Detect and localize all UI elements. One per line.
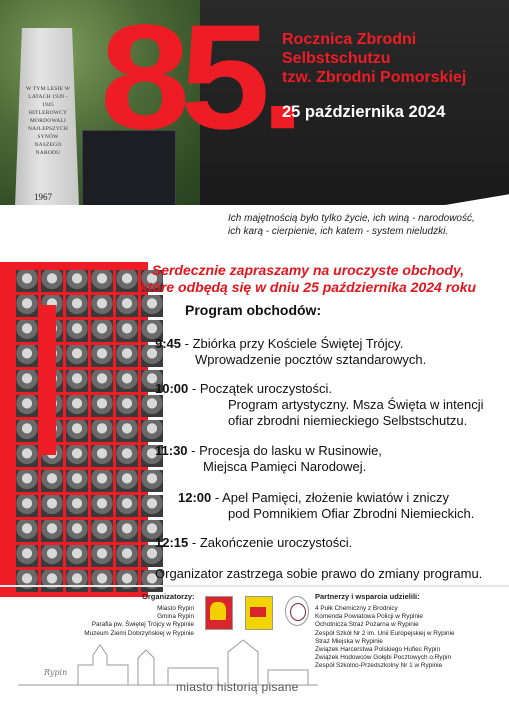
- portrait: [91, 470, 113, 492]
- program-item: [155, 443, 382, 475]
- change-disclaimer: Organizator zastrzega sobie prawo do zmiany programu.: [155, 566, 483, 581]
- monument-inscription: W TYM LESIE W LATACH 1939 - 1945 HITLEROWCY MORDOWALI NAJLEPSZYCH SYNÓW NASZEGO NARODU: [25, 86, 70, 156]
- program-time: 11:30: [155, 443, 188, 458]
- portrait: [116, 345, 138, 367]
- program-time: 10:00: [155, 381, 189, 396]
- rypin-coat-of-arms-icon: [205, 596, 233, 630]
- event-date: 25 października 2024: [282, 103, 446, 121]
- organizer-item: Gmina Rypin: [157, 613, 194, 621]
- partner-item: Straż Miejska w Rypinie: [315, 637, 383, 645]
- portrait: [116, 520, 138, 542]
- portrait: [91, 520, 113, 542]
- footer-divider: [0, 585, 509, 587]
- portrait: [116, 395, 138, 417]
- portrait: [16, 420, 38, 442]
- title-line-1: Rocznica Zbrodni: [282, 31, 417, 48]
- portrait: [66, 395, 88, 417]
- portrait: [41, 470, 63, 492]
- portrait: [41, 545, 63, 567]
- portrait: [66, 520, 88, 542]
- portrait: [66, 270, 88, 292]
- portrait: [116, 445, 138, 467]
- quote-line-2: ich karą - cierpienie, ich katem - system nieludzki.: [228, 226, 449, 237]
- portrait: [116, 320, 138, 342]
- portrait: [116, 370, 138, 392]
- portrait: [66, 495, 88, 517]
- portrait: [16, 320, 38, 342]
- portrait: [91, 420, 113, 442]
- portrait: [16, 295, 38, 317]
- portrait: [16, 370, 38, 392]
- monument-year: 1967: [34, 192, 52, 202]
- portrait: [66, 445, 88, 467]
- portrait: [66, 345, 88, 367]
- title-line-2: Selbstschutzu: [282, 50, 391, 67]
- program-title: Program obchodów:: [185, 302, 322, 318]
- portrait: [116, 295, 138, 317]
- portrait: [66, 470, 88, 492]
- portrait: [91, 295, 113, 317]
- program-item: [155, 535, 352, 551]
- portrait: [141, 295, 163, 317]
- portrait: [66, 320, 88, 342]
- portrait: [16, 445, 38, 467]
- partner-item: Komenda Powiatowa Policji w Rypinie: [315, 613, 423, 621]
- portrait: [66, 420, 88, 442]
- program-text: - Początek uroczystości.: [191, 381, 333, 396]
- gmina-coat-of-arms-icon: [245, 596, 273, 630]
- portrait: [66, 295, 88, 317]
- museum-emblem-icon: [285, 596, 309, 626]
- portrait: [16, 270, 38, 292]
- portrait: [116, 570, 138, 592]
- portrait: [16, 520, 38, 542]
- portrait: [41, 495, 63, 517]
- portrait: [16, 345, 38, 367]
- portrait: [66, 545, 88, 567]
- program-text: Miejsca Pamięci Narodowej.: [203, 459, 367, 474]
- portrait: [16, 495, 38, 517]
- organizers-heading: Organizatorzy:: [142, 592, 195, 601]
- portrait: [141, 495, 163, 517]
- program-item: [178, 490, 474, 522]
- partner-item: Ochotnicza Straż Pożarna w Rypinie: [315, 621, 419, 629]
- city-tagline: miasto historią pisane: [176, 680, 299, 694]
- portrait: [66, 370, 88, 392]
- portrait: [91, 270, 113, 292]
- portrait: [16, 570, 38, 592]
- program-item: [155, 336, 426, 368]
- portrait: [16, 545, 38, 567]
- partner-item: Zespół Szkół Nr 2 im. Unii Europejskiej w Rypinie: [315, 629, 455, 637]
- portrait: [41, 570, 63, 592]
- portrait: [41, 270, 63, 292]
- portrait: [116, 495, 138, 517]
- program-text: ofiar zbrodni niemieckiego Selbstschutzu.: [228, 413, 468, 428]
- invitation-text: [118, 262, 498, 296]
- partner-item: Zespół Szkolno-Przedszkolny Nr 1 w Rypinie: [315, 662, 443, 670]
- program-text: pod Pomnikiem Ofiar Zbrodni Niemieckich.: [228, 506, 475, 521]
- portrait: [91, 320, 113, 342]
- portrait: [91, 570, 113, 592]
- header-banner: [0, 0, 509, 205]
- partner-item: Związek Harcerstwa Polskiego Hufiec Rypin: [315, 646, 441, 654]
- portrait: [116, 545, 138, 567]
- program-text: - Zakończenie uroczystości.: [191, 535, 353, 550]
- cross-symbol: [38, 305, 56, 455]
- organizer-item: Muzeum Ziemi Dobrzyńskiej w Rypinie: [84, 629, 194, 637]
- portrait: [16, 395, 38, 417]
- program-text: - Procesja do lasku w Rusinowie,: [191, 443, 382, 458]
- partners-heading: Partnerzy i wsparcia udzielili:: [315, 592, 420, 601]
- portrait: [91, 345, 113, 367]
- program-text: - Zbiórka przy Kościele Świętej Trójcy.: [184, 336, 404, 351]
- partner-item: 4 Pułk Chemiczny z Brodnicy: [315, 605, 398, 612]
- portrait: [16, 470, 38, 492]
- title-line-3: tzw. Zbrodni Pomorskiej: [282, 69, 467, 86]
- program-text: Program artystyczny. Msza Święta w intencji: [228, 397, 484, 412]
- portrait: [91, 395, 113, 417]
- partners-list: [315, 605, 505, 671]
- program-time: 12:15: [155, 535, 189, 550]
- program-time: 9:45: [155, 336, 182, 351]
- portrait: [116, 470, 138, 492]
- memorial-quote: [228, 212, 504, 238]
- portrait: [91, 545, 113, 567]
- rypin-script-logo: Rypin: [44, 668, 68, 677]
- portrait: [91, 370, 113, 392]
- event-title: [282, 30, 507, 87]
- portrait: [66, 570, 88, 592]
- organizer-item: Miasto Rypin: [157, 605, 194, 612]
- portrait: [91, 495, 113, 517]
- program-item: [155, 381, 484, 429]
- program-time: 12:00: [178, 490, 212, 505]
- portrait: [91, 445, 113, 467]
- portrait: [41, 520, 63, 542]
- quote-line-1: Ich majętnością było tylko życie, ich winą - narodowość,: [228, 213, 475, 224]
- partner-item: Związek Hodowców Gołębi Pocztowych o.Rypin: [315, 654, 452, 662]
- program-text: - Apel Pamięci, złożenie kwiatów i zniczy: [214, 490, 449, 505]
- portrait: [116, 420, 138, 442]
- organizer-item: Parafia pw. Świętej Trójcy w Rypinie: [91, 621, 194, 629]
- anniversary-number: 85.: [100, 0, 296, 161]
- program-text: Wprowadzenie pocztów sztandarowych.: [195, 352, 427, 367]
- invitation-line-2: które odbędą się w dniu 25 października 2024 roku: [139, 279, 477, 295]
- invitation-line-1: Serdecznie zapraszamy na uroczyste obchody,: [151, 262, 465, 278]
